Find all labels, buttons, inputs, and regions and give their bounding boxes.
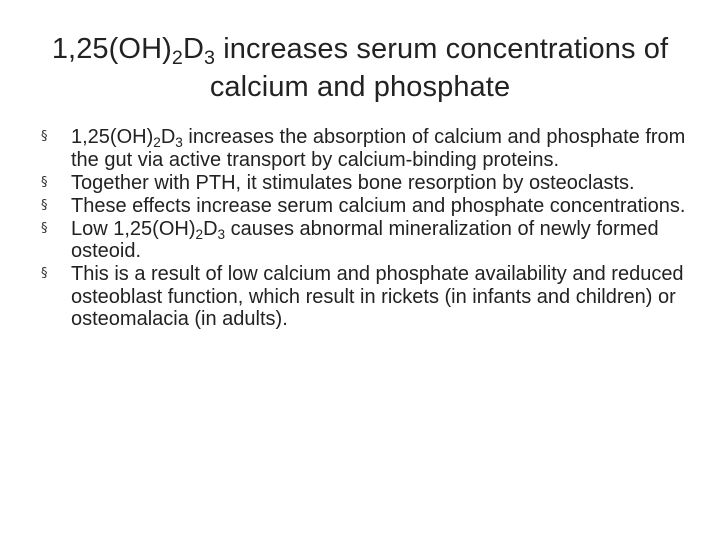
bullet-body: Together with PTH, it stimulates bone resorption by osteoclasts. (71, 171, 635, 194)
bullet-body: These effects increase serum calcium and phosphate concentrations. (71, 194, 686, 217)
bullet-item-result (40, 263, 690, 331)
bullet-marker-icon: § (41, 197, 48, 213)
bullet-item-effects (40, 195, 690, 218)
bullet-item-pth (40, 172, 690, 195)
bullet-body: causes abnormal mineralization of newly formed osteoid. (71, 217, 659, 262)
title-line2: calcium and phosphate (209, 71, 511, 103)
bullet-formula-d: D (160, 126, 176, 148)
bullet-list (40, 126, 690, 331)
bullet-formula-prefix: Low 1,25(OH) (71, 217, 196, 240)
bullet-formula-subscript-2: 2 (195, 226, 204, 242)
bullet-formula-prefix: 1,25(OH) (71, 126, 154, 148)
bullet-formula-subscript-3: 3 (217, 226, 226, 242)
bullet-formula-d: D (203, 217, 218, 240)
bullet-item-absorption (40, 126, 690, 171)
bullet-body: This is a result of low calcium and phosphate availability and reduced osteoblast function, which result in rickets (in infants and children) or osteomalacia (in adults). (71, 263, 684, 330)
title-subscript-2: 2 (171, 46, 183, 69)
bullet-marker-icon: § (41, 129, 48, 144)
bullet-marker-icon: § (41, 266, 48, 281)
bullet-text (71, 126, 685, 171)
title-subscript-3: 3 (203, 46, 216, 69)
bullet-text (71, 218, 659, 263)
title-prefix: 1,25(OH) (51, 33, 172, 65)
bullet-marker-icon: § (41, 220, 48, 236)
bullet-item-low-levels (40, 218, 690, 263)
bullet-body: increases the absorption of calcium and phosphate from the gut via active transport by calcium-binding proteins. (71, 126, 686, 171)
title-rest-line1: increases serum concentrations of (215, 33, 669, 65)
title-d: D (182, 33, 204, 65)
bullet-formula-subscript-2: 2 (153, 135, 161, 151)
slide-title (30, 30, 690, 106)
bullet-formula-subscript-3: 3 (175, 135, 183, 151)
bullet-marker-icon: § (41, 174, 48, 190)
